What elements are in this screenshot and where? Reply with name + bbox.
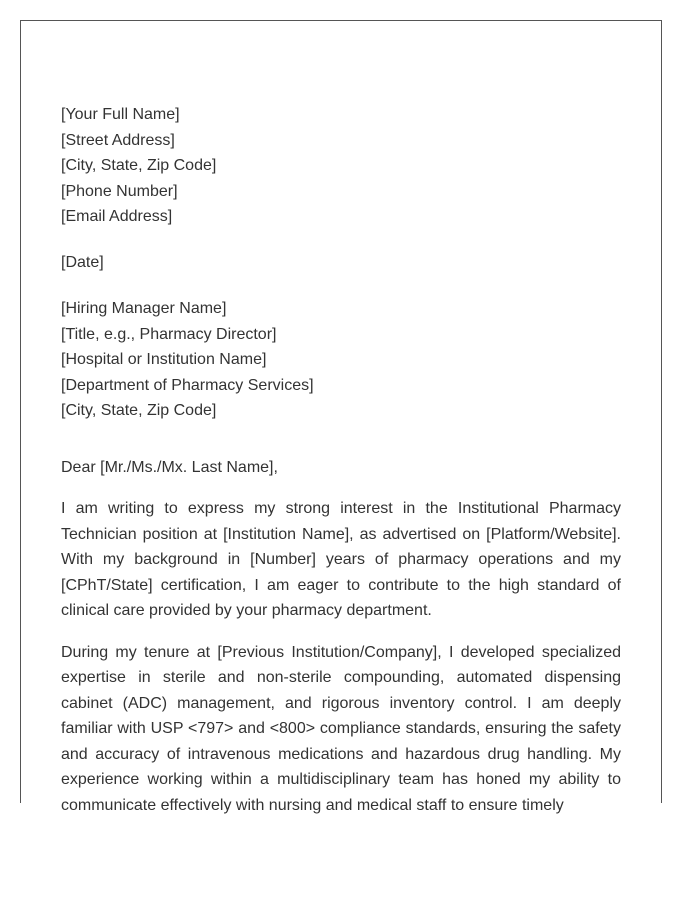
recipient-address-block xyxy=(61,296,621,424)
body-paragraph-2: During my tenure at [Previous Institution/Company], I developed specialized expertise in sterile and non-sterile compounding, automated dispensing cabinet (ADC) management, and rigorous inventory control. I am deeply familiar with USP <797> and <800> compliance standards, ensuring the safety and accuracy of intravenous medications and hazardous drug handling. My experience working within a multidisciplinary team has honed my ability to communicate effectively with nursing and medical staff to ensure timely xyxy=(61,643,621,814)
salutation-text: Dear [Mr./Ms./Mx. Last Name], xyxy=(61,458,278,476)
recipient-name: [Hiring Manager Name] xyxy=(61,300,227,317)
recipient-department: [Department of Pharmacy Services] xyxy=(61,376,314,394)
sender-address-block xyxy=(61,102,621,230)
recipient-institution: [Hospital or Institution Name] xyxy=(61,351,267,368)
sender-email: [Email Address] xyxy=(61,208,173,225)
letter-body xyxy=(61,102,621,818)
recipient-title: [Title, e.g., Pharmacy Director] xyxy=(61,325,277,343)
recipient-city-state-zip: [City, State, Zip Code] xyxy=(61,402,217,419)
body-paragraph-1: I am writing to express my strong interest in the Institutional Pharmacy Technician position at [Institution Name], as advertised on [Platform/Website]. With my background in [Number] years of pharmacy operations and my [CPhT/State] certification, I am eager to contribute to the high standard of clinical care provided by your pharmacy department. xyxy=(61,500,621,619)
sender-city-state-zip: [City, State, Zip Code] xyxy=(61,157,217,174)
letter-date: [Date] xyxy=(61,253,104,271)
sender-name: [Your Full Name] xyxy=(61,106,180,123)
sender-phone: [Phone Number] xyxy=(61,182,178,200)
letter-page xyxy=(20,20,662,814)
salutation xyxy=(61,455,621,481)
sender-street: [Street Address] xyxy=(61,131,175,149)
date-block xyxy=(61,250,621,276)
